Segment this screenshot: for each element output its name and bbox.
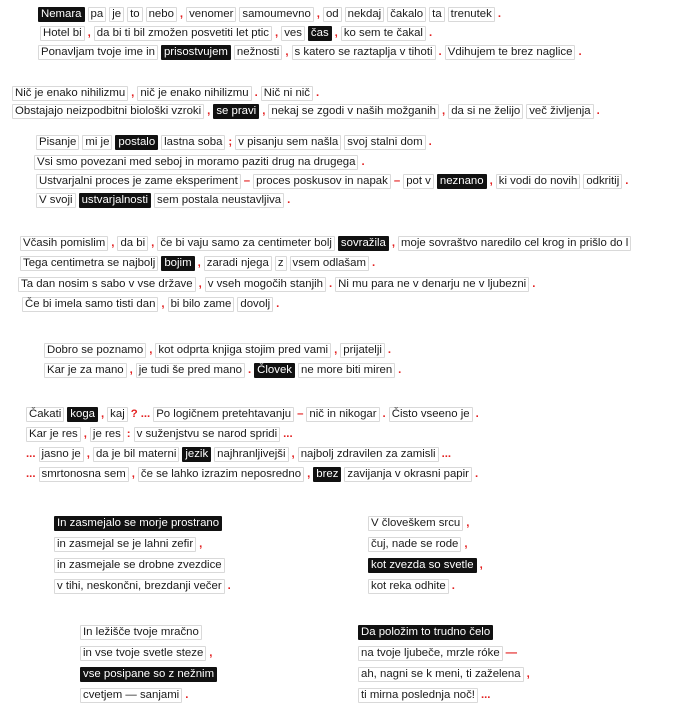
punctuation-mark: .	[428, 27, 433, 39]
poem-stanza	[54, 516, 234, 600]
punctuation-mark: .	[398, 364, 402, 376]
poem-line	[368, 579, 486, 594]
punctuation-mark: ,	[131, 87, 135, 99]
punctuation-mark: ,	[262, 105, 266, 117]
word-box: sem postala neustavljiva	[154, 193, 284, 208]
word-box: v suženjstvu se narod spridi	[134, 427, 281, 442]
punctuation-mark: ,	[285, 46, 289, 58]
punctuation-mark: ...	[26, 448, 36, 460]
word-box: če se lahko izrazim neposredno	[138, 467, 304, 482]
word-box: Tega centimetra se najbolj	[20, 256, 158, 271]
punctuation-mark: —	[505, 647, 518, 659]
word-box: s katero se raztaplja v tihoti	[292, 45, 436, 60]
word-box: mi je	[82, 135, 112, 150]
punctuation-mark: .	[371, 257, 376, 269]
poem-stanza	[368, 516, 486, 600]
poem-line	[368, 537, 486, 552]
highlighted-word: čas	[308, 26, 332, 41]
word-box: da bi	[117, 236, 148, 251]
word-box: prijatelji	[340, 343, 385, 358]
punctuation-mark: .	[382, 408, 386, 420]
word-box: ves	[281, 26, 305, 41]
highlighted-word: sovražila	[338, 236, 389, 251]
highlighted-word: ustvarjalnosti	[79, 193, 151, 208]
word-box: da si ne želijo	[448, 104, 523, 119]
punctuation-mark: .	[596, 105, 600, 117]
punctuation-mark: ,	[111, 237, 115, 249]
punctuation-mark: .	[428, 136, 432, 148]
text-line	[26, 427, 296, 442]
punctuation-mark: .	[328, 278, 333, 290]
word-box: na tvoje ljubeče, mrzle róke	[358, 646, 503, 661]
word-box: samoumevno	[239, 7, 313, 22]
punctuation-mark: ?	[130, 408, 138, 420]
word-box: v tihi, neskončni, brezdanji večer	[54, 579, 225, 594]
word-box: je	[109, 7, 124, 22]
punctuation-mark: ,	[129, 364, 133, 376]
punctuation-mark: .	[625, 175, 629, 187]
word-box: Čakati	[26, 407, 64, 422]
word-box: da bi ti bil zmožen posvetiti let ptic	[94, 26, 272, 41]
poem-line	[80, 688, 220, 703]
punctuation-mark: .	[497, 8, 501, 20]
word-box: Vdihujem te brez naglice	[445, 45, 576, 60]
punctuation-mark: ...	[283, 428, 293, 440]
punctuation-mark: ,	[83, 428, 87, 440]
word-box: pa	[88, 7, 107, 22]
word-box: čakalo	[387, 7, 426, 22]
punctuation-mark: ,	[179, 8, 184, 20]
poem-line	[358, 688, 533, 703]
word-box: V človeškem srcu	[368, 516, 463, 531]
punctuation-mark: ,	[275, 27, 279, 39]
word-box: ti mirna poslednja noč!	[358, 688, 478, 703]
punctuation-mark: –	[297, 408, 304, 420]
highlighted-word: Človek	[254, 363, 295, 378]
punctuation-mark: .	[287, 194, 291, 206]
punctuation-mark: ,	[198, 278, 202, 290]
word-box: jasno je	[39, 447, 84, 462]
punctuation-mark: ...	[140, 408, 151, 420]
punctuation-mark: ,	[101, 408, 105, 420]
poem-line	[368, 558, 486, 573]
punctuation-mark: ,	[442, 105, 446, 117]
word-box: moje sovraštvo naredilo cel krog in prišlo do l	[398, 236, 631, 251]
punctuation-mark: ,	[199, 538, 203, 550]
highlighted-word: prisostvujem	[161, 45, 231, 60]
word-box: v vseh mogočih stanjih	[205, 277, 326, 292]
word-box: je tudi še pred mano	[136, 363, 245, 378]
word-box: zavijanja v okrasni papir	[344, 467, 472, 482]
text-line	[26, 447, 454, 462]
word-box: vsem odlašam	[290, 256, 369, 271]
word-box: da je bil materni	[93, 447, 179, 462]
word-box: Hotel bi	[40, 26, 85, 41]
punctuation-mark: ,	[87, 27, 91, 39]
punctuation-mark: ,	[334, 344, 338, 356]
punctuation-mark: .	[227, 580, 231, 592]
word-box: Ta dan nosim s sabo v vse države	[18, 277, 196, 292]
word-box: nebo	[146, 7, 177, 22]
punctuation-mark: ,	[161, 298, 165, 310]
word-box: dovolj	[237, 297, 273, 312]
word-box: Nič ni nič	[261, 86, 313, 101]
punctuation-mark: .	[276, 298, 280, 310]
word-box: kaj	[107, 407, 128, 422]
punctuation-mark: :	[126, 428, 131, 440]
punctuation-mark: ...	[480, 689, 491, 701]
poem-stanza	[358, 625, 533, 709]
punctuation-mark: ,	[86, 448, 90, 460]
word-box: v pisanju sem našla	[235, 135, 341, 150]
word-box: Kar je za mano	[44, 363, 127, 378]
punctuation-mark: ,	[466, 517, 470, 529]
word-box: več življenja	[526, 104, 593, 119]
text-line	[38, 45, 585, 60]
word-box: kot odprta knjiga stojim pred vami	[155, 343, 331, 358]
text-line	[40, 26, 435, 41]
punctuation-mark: ,	[291, 448, 295, 460]
word-box: in zasmejale se drobne zvezdice	[54, 558, 225, 573]
word-box: najbolj zdravilen za zamisli	[298, 447, 439, 462]
poem-line	[80, 625, 220, 640]
punctuation-mark: ,	[334, 27, 338, 39]
poem-line	[358, 625, 533, 640]
text-line	[44, 343, 394, 358]
word-box: Vsi smo povezani med seboj in moramo paziti drug na drugega	[34, 155, 358, 170]
word-box: ne more biti miren	[298, 363, 395, 378]
word-box: nežnosti	[234, 45, 282, 60]
word-box: Ni mu para ne v denarju ne v ljubezni	[335, 277, 529, 292]
punctuation-mark: .	[475, 408, 479, 420]
word-box: z	[275, 256, 287, 271]
punctuation-mark: ...	[441, 448, 452, 460]
punctuation-mark: .	[451, 580, 455, 592]
word-box: Nič je enako nihilizmu	[12, 86, 128, 101]
highlighted-word: se pravi	[213, 104, 259, 119]
word-box: ta	[429, 7, 445, 22]
punctuation-mark: .	[578, 46, 582, 58]
text-line	[20, 256, 378, 271]
punctuation-mark: ,	[307, 468, 311, 480]
punctuation-mark: .	[185, 689, 189, 701]
poem-line	[358, 667, 533, 682]
punctuation-mark: ,	[151, 237, 155, 249]
highlighted-word: In zasmejalo se morje prostrano	[54, 516, 222, 531]
highlighted-word: kot zvezda so svetle	[368, 558, 477, 573]
poem-line	[54, 558, 234, 573]
word-box: ko sem te čakal	[341, 26, 426, 41]
poem-stanza	[80, 625, 220, 709]
word-box: trenutek	[448, 7, 495, 22]
poem-line	[54, 516, 234, 531]
text-line	[36, 135, 435, 150]
text-line	[26, 407, 482, 422]
word-box: to	[127, 7, 143, 22]
punctuation-mark: .	[474, 468, 479, 480]
word-box: najhranljivejši	[214, 447, 288, 462]
text-line	[44, 363, 404, 378]
poem-line	[358, 646, 533, 661]
punctuation-mark: .	[532, 278, 536, 290]
poem-line	[80, 667, 220, 682]
word-box: cvetjem — sanjami	[80, 688, 182, 703]
word-box: smrtonosna sem	[39, 467, 129, 482]
highlighted-word: bojim	[161, 256, 194, 271]
text-line	[34, 155, 368, 170]
word-box: Čisto vseeno je	[389, 407, 473, 422]
text-line	[20, 236, 634, 251]
word-box: in zasmejal se je lahni zefir	[54, 537, 196, 552]
highlighted-word: Da položim to trudno čelo	[358, 625, 493, 640]
poem-line	[54, 579, 234, 594]
punctuation-mark: ,	[391, 237, 396, 249]
punctuation-mark: ,	[209, 647, 213, 659]
highlighted-word: koga	[67, 407, 98, 422]
word-box: Pisanje	[36, 135, 79, 150]
word-box: lastna soba	[161, 135, 225, 150]
punctuation-mark: ,	[316, 8, 320, 20]
word-box: In ležišče tvoje mračno	[80, 625, 202, 640]
word-box: zaradi njega	[204, 256, 272, 271]
word-box: bi bilo zame	[168, 297, 235, 312]
highlighted-word: postalo	[115, 135, 158, 150]
text-line	[12, 104, 603, 119]
word-box: Včasih pomislim	[20, 236, 108, 251]
text-line	[36, 174, 631, 189]
poem-line	[54, 537, 234, 552]
word-box: in vse tvoje svetle steze	[80, 646, 206, 661]
word-box: ki vodi do novih	[496, 174, 581, 189]
punctuation-mark: .	[361, 156, 365, 168]
word-box: Ustvarjalni proces je zame eksperiment	[36, 174, 241, 189]
word-box: ah, nagni se k meni, ti zaželena	[358, 667, 524, 682]
highlighted-word: Nemara	[38, 7, 85, 22]
word-box: čuj, nade se rode	[368, 537, 461, 552]
word-box: kot reka odhite	[368, 579, 449, 594]
word-box: od	[323, 7, 342, 22]
word-box: pot v	[403, 174, 434, 189]
punctuation-mark: ...	[26, 468, 36, 480]
word-box: če bi vaju samo za centimeter bolj	[157, 236, 335, 251]
word-box: Če bi imela samo tisti dan	[22, 297, 158, 312]
punctuation-mark: ,	[479, 559, 483, 571]
punctuation-mark: .	[254, 87, 258, 99]
punctuation-mark: ;	[228, 136, 233, 148]
punctuation-mark: –	[243, 175, 251, 187]
punctuation-mark: .	[387, 344, 392, 356]
punctuation-mark: ,	[131, 468, 135, 480]
text-line	[18, 277, 538, 292]
word-box: proces poskusov in napak	[253, 174, 391, 189]
poem-line	[80, 646, 220, 661]
word-box: nekaj se zgodi v naših možganih	[268, 104, 439, 119]
punctuation-mark: ,	[489, 175, 493, 187]
word-box: Dobro se poznamo	[44, 343, 146, 358]
word-box: svoj stalni dom	[344, 135, 425, 150]
word-box: V svoji	[36, 193, 76, 208]
text-line	[36, 193, 293, 208]
word-box: nič je enako nihilizmu	[137, 86, 251, 101]
punctuation-mark: ,	[526, 668, 530, 680]
punctuation-mark: ,	[464, 538, 468, 550]
punctuation-mark: ,	[149, 344, 153, 356]
word-box: nič in nikogar	[306, 407, 379, 422]
highlighted-word: neznano	[437, 174, 487, 189]
highlighted-word: brez	[313, 467, 341, 482]
punctuation-mark: .	[248, 364, 252, 376]
text-line	[22, 297, 282, 312]
word-box: Kar je res	[26, 427, 81, 442]
highlighted-word: jezik	[182, 447, 211, 462]
word-box: Po logičnem pretehtavanju	[153, 407, 294, 422]
word-box: venomer	[186, 7, 236, 22]
word-box: odkritij	[583, 174, 622, 189]
text-line	[38, 7, 504, 22]
text-line	[12, 86, 322, 101]
highlighted-word: vse posipane so z nežnim	[80, 667, 217, 682]
word-box: je res	[90, 427, 124, 442]
punctuation-mark: –	[393, 175, 401, 187]
text-line	[26, 467, 481, 482]
punctuation-mark: .	[316, 87, 320, 99]
punctuation-mark: .	[438, 46, 442, 58]
word-box: nekdaj	[345, 7, 385, 22]
punctuation-mark: ,	[207, 105, 211, 117]
poem-line	[368, 516, 486, 531]
word-box: Obstajajo neizpodbitni biološki vzroki	[12, 104, 204, 119]
punctuation-mark: ,	[197, 257, 201, 269]
word-box: Ponavljam tvoje ime in	[38, 45, 158, 60]
